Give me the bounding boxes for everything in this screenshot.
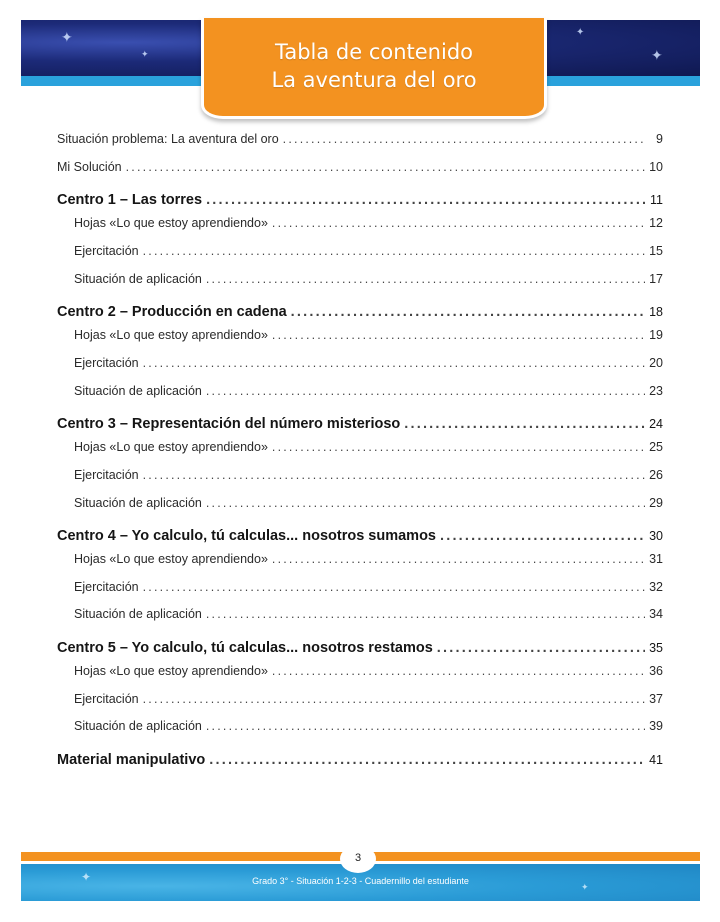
toc-entry[interactable] (74, 384, 663, 398)
dot-leader (272, 552, 645, 566)
dot-leader (272, 664, 645, 678)
page-title: Tabla de contenido (274, 40, 474, 64)
dot-leader (206, 607, 645, 621)
dot-leader (143, 580, 645, 594)
toc-entry-label: Situación de aplicación (74, 384, 202, 398)
toc-entry-page: 23 (649, 384, 663, 398)
toc-entry-page: 35 (649, 641, 663, 655)
toc-entry-label: Hojas «Lo que estoy aprendiendo» (74, 440, 268, 454)
toc-entry-page: 12 (649, 216, 663, 230)
toc-entry[interactable] (74, 664, 663, 678)
toc-entry-page: 9 (656, 132, 663, 146)
toc-entry-label: Ejercitación (74, 468, 139, 482)
toc-entry-page: 15 (649, 244, 663, 258)
toc-entry-label: Ejercitación (74, 356, 139, 370)
toc-entry[interactable] (57, 416, 663, 432)
toc-entry-label: Ejercitación (74, 692, 139, 706)
toc-entry-page: 11 (650, 193, 663, 207)
dot-leader (143, 356, 645, 370)
toc-entry-label: Situación de aplicación (74, 496, 202, 510)
dot-leader (272, 216, 645, 230)
sparkle-icon: ✦ (61, 29, 73, 45)
toc-entry-page: 37 (649, 692, 663, 706)
dot-leader (206, 496, 645, 510)
dot-leader (206, 192, 645, 208)
dot-leader (404, 416, 645, 432)
toc-entry[interactable] (74, 216, 663, 230)
toc-entry[interactable] (57, 640, 663, 656)
page-subtitle: La aventura del oro (271, 68, 477, 92)
toc-entry-label: Mi Solución (57, 160, 122, 174)
toc-entry-label: Centro 1 – Las torres (57, 192, 203, 208)
title-card (201, 18, 547, 119)
toc-entry-page: 10 (649, 160, 663, 174)
dot-leader (291, 304, 645, 320)
toc-entry-page: 18 (649, 305, 663, 319)
toc-entry-label: Hojas «Lo que estoy aprendiendo» (74, 328, 268, 342)
dot-leader (272, 440, 645, 454)
toc-entry[interactable] (57, 752, 663, 768)
toc-entry-page: 17 (649, 272, 663, 286)
sparkle-icon: ✦ (581, 882, 589, 892)
dot-leader (283, 132, 645, 146)
dot-leader (143, 468, 645, 482)
toc-entry-label: Material manipulativo (57, 752, 206, 768)
toc-entry-page: 24 (649, 417, 663, 431)
toc-entry[interactable] (74, 580, 663, 594)
sparkle-icon: ✦ (81, 870, 92, 884)
toc-entry[interactable] (74, 272, 663, 286)
toc-entry-label: Hojas «Lo que estoy aprendiendo» (74, 216, 268, 230)
dot-leader (126, 160, 645, 174)
dot-leader (206, 272, 645, 286)
toc-entry[interactable] (74, 496, 663, 510)
dot-leader (143, 692, 645, 706)
toc-entry-label: Situación de aplicación (74, 719, 202, 733)
dot-leader (143, 244, 645, 258)
footer-caption: Grado 3° - Situación 1-2-3 - Cuadernillo del estudiante (252, 876, 469, 886)
sparkle-icon: ✦ (651, 47, 663, 63)
dot-leader (437, 640, 645, 656)
toc-entry-label: Centro 3 – Representación del número misterioso (57, 416, 401, 432)
toc-entry[interactable] (74, 328, 663, 342)
toc-entry[interactable] (74, 244, 663, 258)
toc-entry-page: 29 (649, 496, 663, 510)
dot-leader (206, 719, 645, 733)
toc-entry[interactable] (57, 304, 663, 320)
toc-entry-label: Centro 5 – Yo calculo, tú calculas... nosotros restamos (57, 640, 433, 656)
toc-entry-page: 31 (649, 552, 663, 566)
toc-entry-page: 26 (649, 468, 663, 482)
toc-entry-label: Situación de aplicación (74, 272, 202, 286)
dot-leader (272, 328, 645, 342)
toc-entry-page: 19 (649, 328, 663, 342)
toc-entry-page: 36 (649, 664, 663, 678)
toc-entry[interactable] (57, 192, 663, 208)
dot-leader (209, 752, 645, 768)
sparkle-icon: ✦ (576, 27, 585, 38)
toc-entry-page: 41 (649, 753, 663, 767)
toc-entry[interactable] (74, 356, 663, 370)
dot-leader (440, 528, 645, 544)
toc-entry[interactable] (74, 719, 663, 733)
page-number: 3 (340, 845, 376, 873)
toc-entry-label: Situación de aplicación (74, 607, 202, 621)
toc-entry-label: Hojas «Lo que estoy aprendiendo» (74, 552, 268, 566)
toc-entry-label: Situación problema: La aventura del oro (57, 132, 279, 146)
toc-entry-page: 25 (649, 440, 663, 454)
toc-entry-page: 30 (649, 529, 663, 543)
dot-leader (206, 384, 645, 398)
toc-entry-label: Ejercitación (74, 244, 139, 258)
toc-entry-label: Centro 2 – Producción en cadena (57, 304, 287, 320)
toc-entry-page: 32 (649, 580, 663, 594)
toc-entry[interactable] (74, 692, 663, 706)
toc-entry-label: Hojas «Lo que estoy aprendiendo» (74, 664, 268, 678)
toc-entry[interactable] (57, 132, 663, 146)
toc-entry[interactable] (57, 160, 663, 174)
toc-entry[interactable] (74, 607, 663, 621)
toc-entry[interactable] (74, 552, 663, 566)
toc-entry[interactable] (74, 440, 663, 454)
toc-entry-label: Centro 4 – Yo calculo, tú calculas... nosotros sumamos (57, 528, 436, 544)
toc-entry-page: 34 (649, 607, 663, 621)
toc-entry-page: 20 (649, 356, 663, 370)
sparkle-icon: ✦ (141, 49, 149, 59)
toc-entry[interactable] (57, 528, 663, 544)
toc-entry-label: Ejercitación (74, 580, 139, 594)
toc-entry[interactable] (74, 468, 663, 482)
toc-entry-page: 39 (649, 719, 663, 733)
